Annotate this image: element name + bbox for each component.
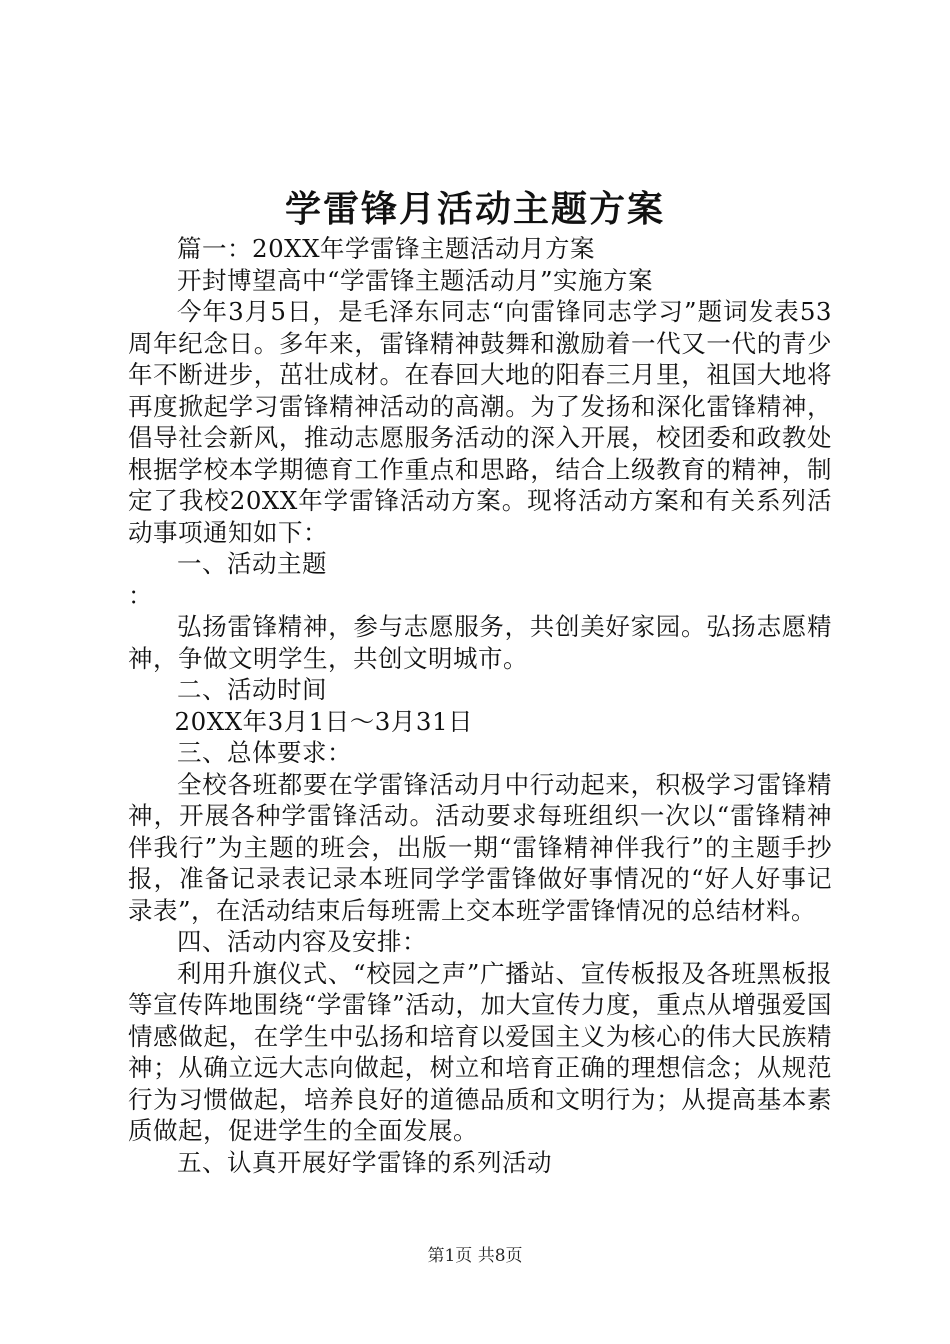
heading-activity-theme: 一、活动主题 [177,549,327,578]
heading-requirements: 三、总体要求： [177,738,352,767]
document-body [128,233,832,1178]
paragraph-time: 20XX年3月1日～3月31日 [174,706,474,736]
document-title: 学雷锋月活动主题方案 [284,189,665,230]
paragraph-plan-name: 开封博望高中“学雷锋主题活动月”实施方案 [177,265,654,295]
page-footer: 第1页 共8页 [427,1246,523,1266]
paragraph-colon: ： [128,580,153,610]
paragraph-subtitle: 篇一：20XX年学雷锋主题活动月方案 [177,234,596,263]
paragraph-theme: 弘扬雷锋精神，参与志愿服务，共创美好家园。弘扬志愿精神，争做文明学生，共创文明城市。 [128,612,832,673]
paragraph-intro: 今年3月5日，是毛泽东同志“向雷锋同志学习”题词发表53周年纪念日。多年来，雷锋精神鼓舞和激励着一代又一代的青少年不断进步，茁壮成材。在春回大地的阳春三月里，祖国大地将再度掀起学习雷锋精神活动的高潮。为了发扬和深化雷锋精神，倡导社会新风，推动志愿服务活动的深入开展，校团委和政教处根据学校本学期德育工作重点和思路，结合上级教育的精神，制定了我校20XX年学雷锋活动方案。现将活动方案和有关系列活动事项通知如下： [128,297,832,547]
heading-series: 五、认真开展好学雷锋的系列活动 [177,1147,552,1177]
paragraph-content: 利用升旗仪式、“校园之声”广播站、宣传板报及各班黑板报等宣传阵地围绕“学雷锋”活动，加大宣传力度，重点从增强爱国情感做起，在学生中弘扬和培育以爱国主义为核心的伟大民族精神；从确立远大志向做起，树立和培育正确的理想信念；从规范行为习惯做起，培养良好的道德品质和文明行为；从提高基本素质做起，促进学生的全面发展。 [128,958,832,1145]
heading-activity-time: 二、活动时间 [177,675,327,704]
heading-content: 四、活动内容及安排： [177,927,427,956]
paragraph-requirements: 全校各班都要在学雷锋活动月中行动起来，积极学习雷锋精神，开展各种学雷锋活动。活动要求每班组织一次以“雷锋精神伴我行”为主题的班会，出版一期“雷锋精神伴我行”的主题手抄报，准备记录表记录本班同学学雷锋做好事情况的“好人好事记录表”，在活动结束后每班需上交本班学雷锋情况的总结材料。 [128,769,832,925]
